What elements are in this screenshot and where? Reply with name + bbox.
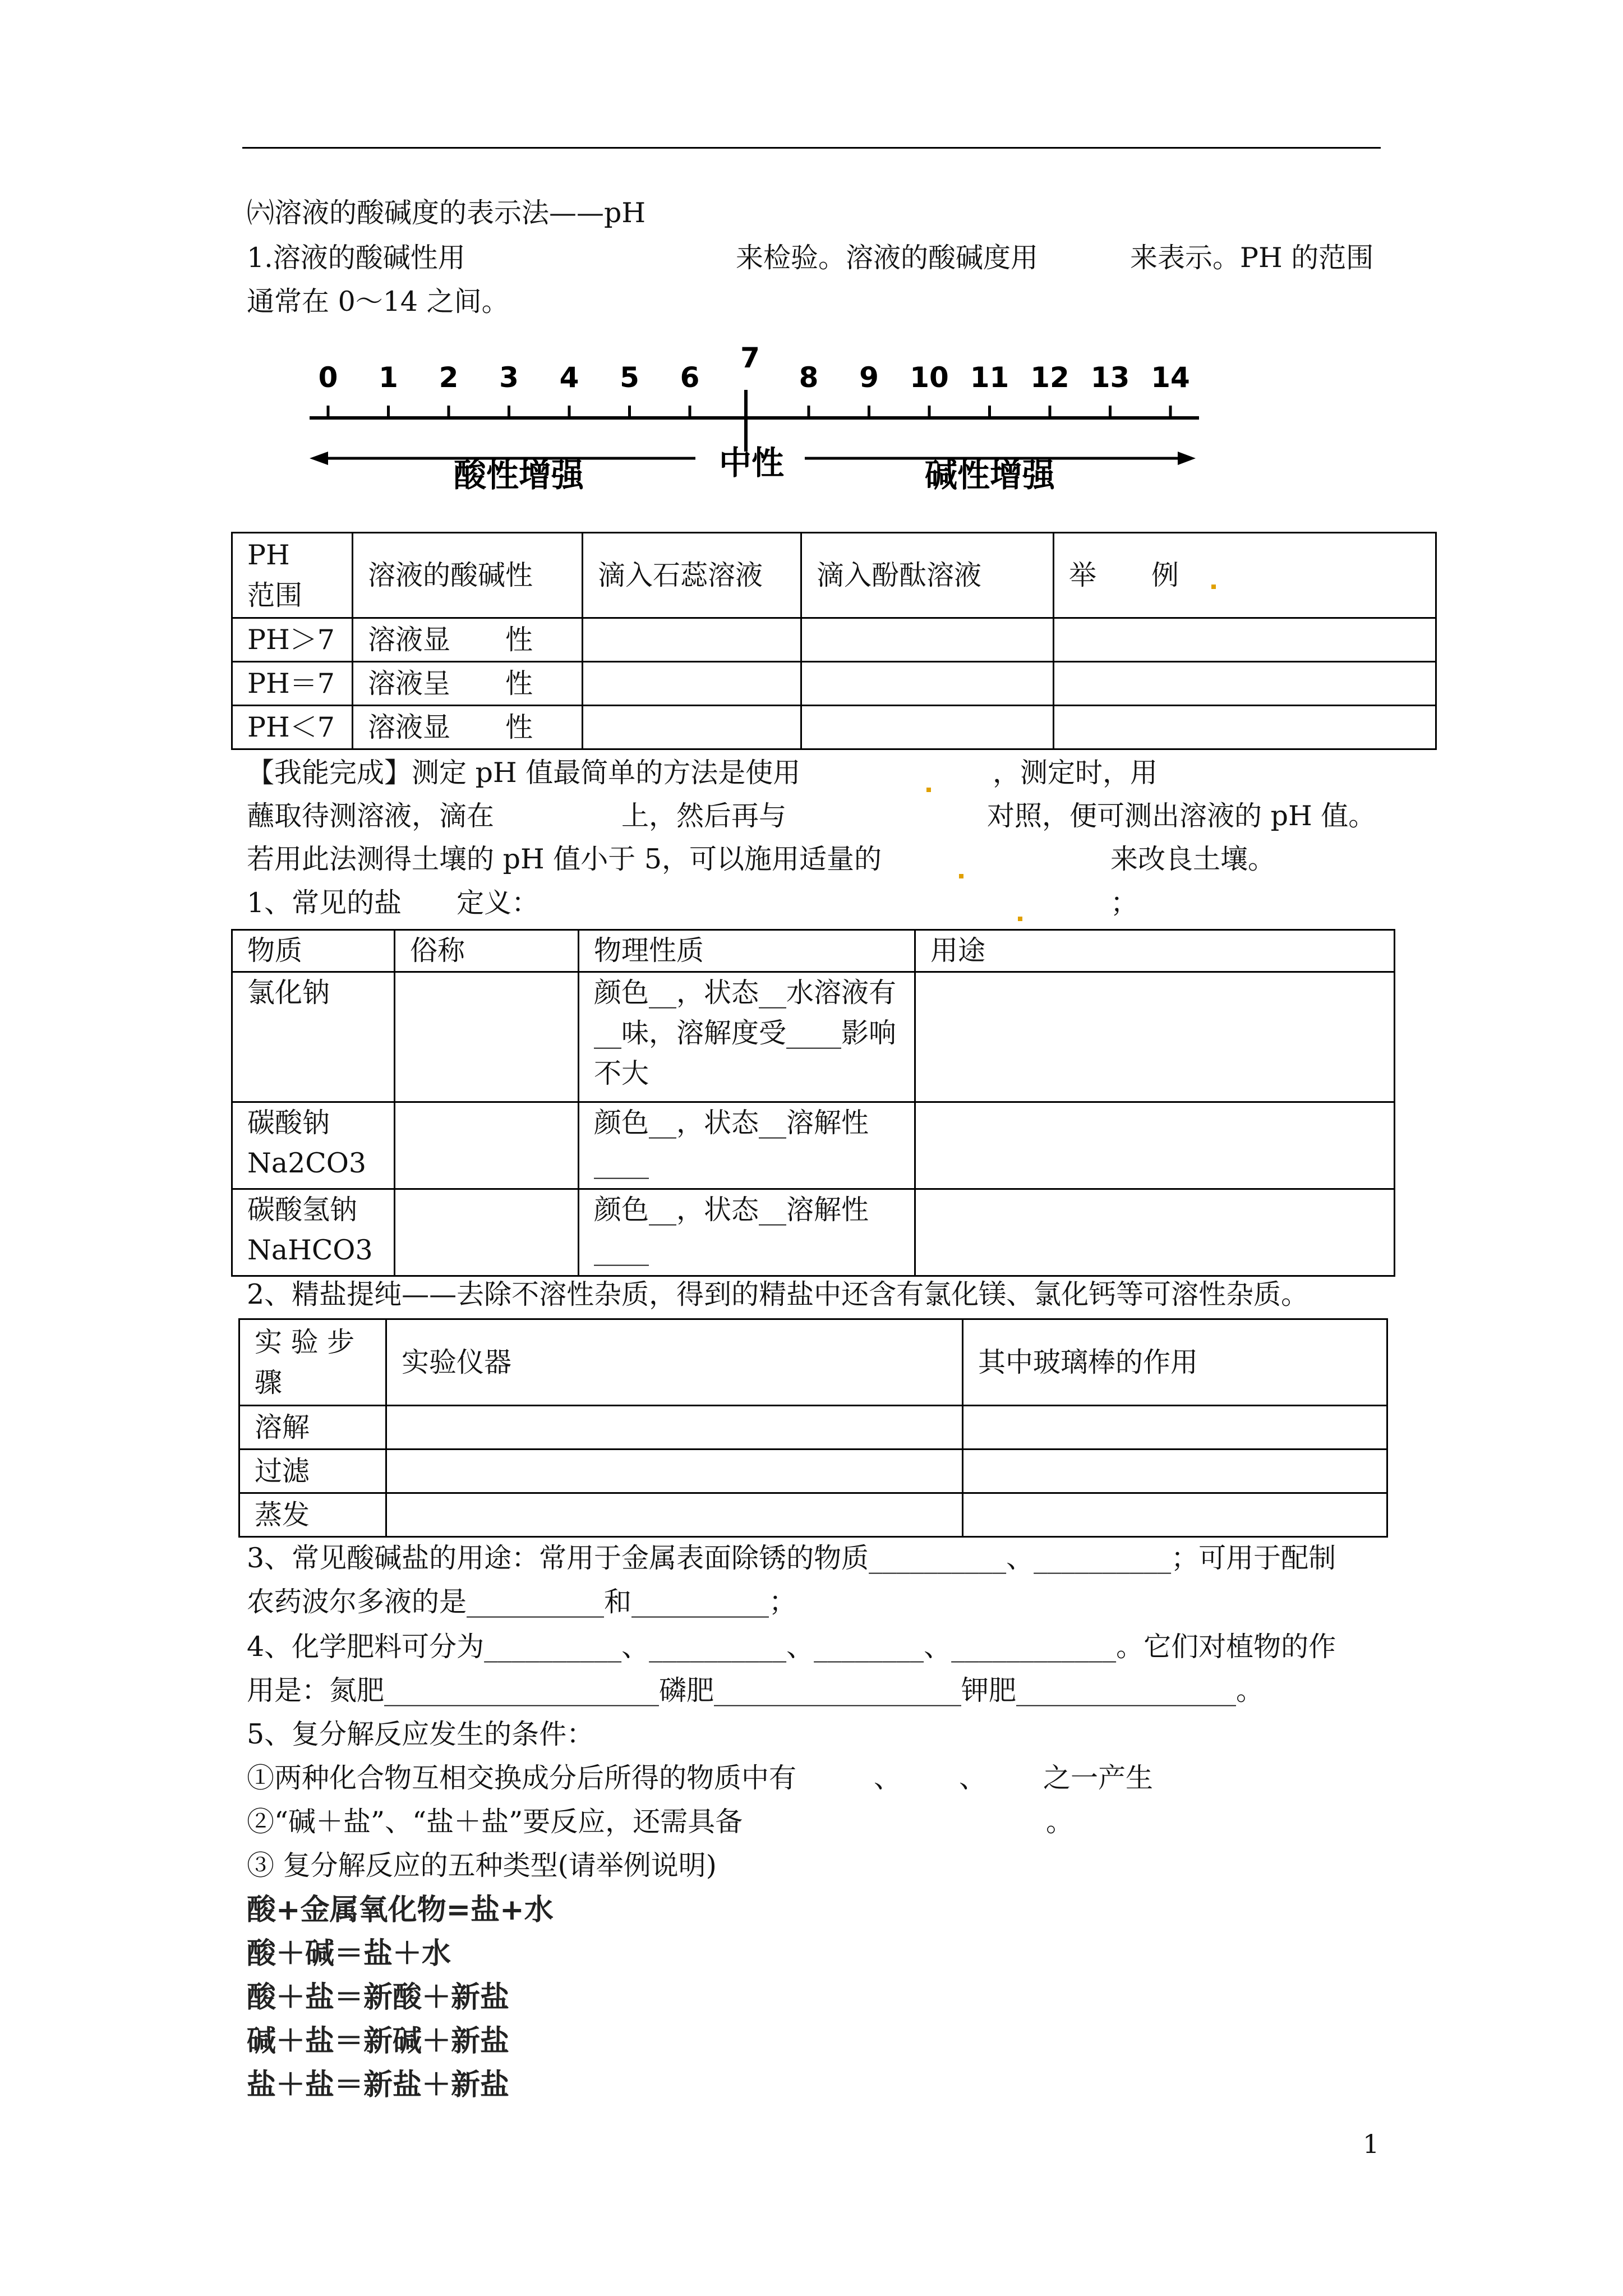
table-row: 过滤: [239, 1450, 1387, 1493]
wnwc-line2b: 上，然后再与: [621, 800, 787, 832]
table-row: 溶解: [239, 1406, 1387, 1450]
ph-scale-number: 5: [620, 361, 639, 394]
page-number: 1: [1363, 2129, 1380, 2159]
table-row: PH＜7 溶液显 性: [232, 706, 1436, 749]
ph-scale-number: 9: [859, 361, 879, 394]
q3-line2: 农药波尔多液的是__________和__________；: [247, 1586, 797, 1618]
ph-scale-ticks: [328, 406, 1170, 418]
salt-table: [231, 929, 1395, 1277]
q4-line2: 用是：氮肥____________________磷肥__________________钾肥________________。: [247, 1674, 1264, 1706]
wnwc-line3a: 若用此法测得土壤的 pH 值小于 5，可以施用适量的: [247, 843, 882, 875]
ph-table: [231, 532, 1437, 750]
q5-cond3: ③ 复分解反应的五种类型(请举例说明): [247, 1849, 717, 1881]
ph-scale-number: 0: [318, 361, 338, 394]
salt-heading-end: ；: [1110, 887, 1138, 919]
reaction-type: 盐＋盐＝新盐＋新盐: [247, 2068, 510, 2102]
q3-line1: 3、常见酸碱盐的用途：常用于金属表面除锈的物质__________、__________；可用于配制: [247, 1542, 1336, 1574]
ph-scale-number: 11: [970, 361, 1009, 394]
q5-cond1c: 、: [959, 1762, 987, 1794]
ph-scale-number: 2: [439, 361, 459, 394]
salt-table-header: 俗称: [395, 930, 579, 972]
salt-table-header: 用途: [915, 930, 1395, 972]
q4-line1: 4、化学肥料可分为__________、__________、________、____________。它们对植物的作: [247, 1631, 1336, 1663]
ph-scale-number: 3: [499, 361, 519, 394]
reaction-type: 酸＋盐＝新酸＋新盐: [247, 1981, 510, 2014]
q5-cond2b: 。: [1046, 1806, 1074, 1838]
ph-table-header: 举 例: [1054, 533, 1436, 618]
ph-scale-number: 12: [1030, 361, 1069, 394]
reaction-type: 酸+金属氧化物=盐+水: [247, 1893, 554, 1927]
table-row: 碳酸钠 Na2CO3 颜色__，状态__溶解性____: [232, 1102, 1395, 1189]
neutral-label: 中性: [718, 444, 785, 482]
ph-scale-numbers: [319, 342, 1190, 394]
q5-cond2a: ②“碱＋盐”、“盐＋盐”要反应，还需具备: [247, 1806, 743, 1838]
ph-table-header: PH 范围: [232, 533, 353, 618]
purify-table: [238, 1318, 1388, 1538]
header-rule: [242, 147, 1381, 149]
purify-heading: 2、精盐提纯——去除不溶性杂质，得到的精盐中还含有氯化镁、氯化钙等可溶性杂质。: [247, 1278, 1309, 1310]
wnwc-line2a: 蘸取待测溶液，滴在: [247, 800, 495, 832]
purify-table-header: 实 验 步 骤: [239, 1319, 386, 1406]
salt-table-header: 物质: [232, 930, 395, 972]
q1-part2: 来检验。溶液的酸碱度用: [736, 242, 1039, 274]
q1-part3: 来表示。PH 的范围: [1130, 242, 1374, 274]
ph-scale-number: 14: [1151, 361, 1190, 394]
ph-scale-number: 4: [559, 361, 579, 394]
base-label: 碱性增强: [924, 456, 1055, 494]
ph-scale: [303, 339, 1211, 502]
q5-cond1b: 、: [874, 1762, 902, 1794]
q1-part1: 1.溶液的酸碱性用: [247, 242, 465, 274]
ph-scale-number: 13: [1090, 361, 1130, 394]
table-row: 氯化钠 颜色__，状态__水溶液有__味，溶解度受____影响不大: [232, 972, 1395, 1102]
ph-table-header: 滴入酚酞溶液: [801, 533, 1054, 618]
purify-table-header: 实验仪器: [386, 1319, 963, 1406]
salt-table-header: 物理性质: [579, 930, 915, 972]
q5-cond1d: 之一产生: [1043, 1762, 1154, 1794]
table-row: PH＞7 溶液显 性: [232, 618, 1436, 662]
ph-scale-number: 8: [799, 361, 819, 394]
reaction-type: 酸＋碱＝盐＋水: [247, 1937, 451, 1971]
q5-cond1a: ①两种化合物互相交换成分后所得的物质中有: [247, 1762, 797, 1794]
reaction-type: 碱＋盐＝新碱＋新盐: [247, 2024, 510, 2058]
table-row: 碳酸氢钠 NaHCO3 颜色__，状态__溶解性____: [232, 1189, 1395, 1276]
table-row: PH＝7 溶液呈 性: [232, 662, 1436, 706]
q1-line2: 通常在 0～14 之间。: [247, 286, 509, 318]
ph-table-header: 溶液的酸碱性: [353, 533, 583, 618]
section-title: ㈥溶液的酸碱度的表示法——pH: [247, 197, 646, 229]
ph-table-header: 滴入石蕊溶液: [583, 533, 801, 618]
q5-heading: 5、复分解反应发生的条件：: [247, 1718, 594, 1750]
wnwc-line2c: 对照，便可测出溶液的 pH 值。: [987, 800, 1376, 832]
ph-scale-number: 6: [680, 361, 700, 394]
ph-scale-number: 10: [910, 361, 949, 394]
ph-scale-number: 7: [740, 342, 760, 374]
wnwc-line1b: ，测定时，用: [993, 757, 1158, 789]
acid-label: 酸性增强: [453, 456, 584, 494]
purify-table-header: 其中玻璃棒的作用: [963, 1319, 1387, 1406]
wnwc-line3b: 来改良土壤。: [1110, 843, 1276, 875]
table-row: 蒸发: [239, 1493, 1387, 1537]
ph-scale-number: 1: [379, 361, 398, 394]
wnwc-line1a: 【我能完成】测定 pH 值最简单的方法是使用: [247, 757, 801, 789]
salt-heading: 1、常见的盐 定义：: [247, 887, 540, 919]
